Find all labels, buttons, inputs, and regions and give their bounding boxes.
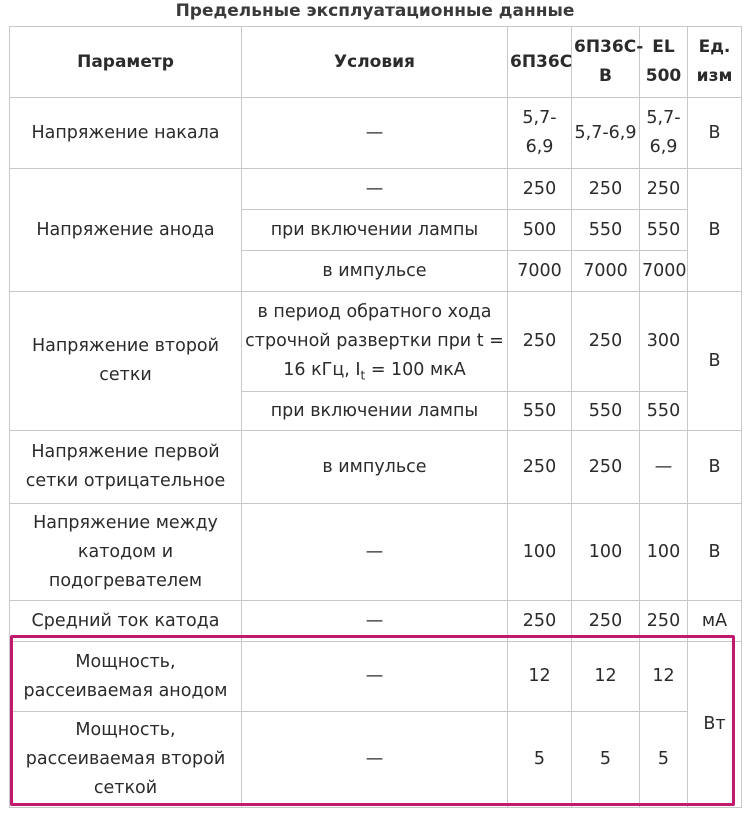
param-cell: Мощность, рассеиваемая второй сеткой bbox=[10, 712, 242, 808]
value-cell: 12 bbox=[572, 642, 640, 712]
cond-subscript: t bbox=[360, 368, 366, 383]
cond-cell: — bbox=[242, 98, 508, 169]
param-cell: Напряжение накала bbox=[10, 98, 242, 169]
value-cell: 7000 bbox=[572, 251, 640, 292]
value-cell: 5 bbox=[640, 712, 688, 808]
param-cell: Напряжение первой сетки отрицательное bbox=[10, 431, 242, 504]
value-cell: — bbox=[640, 431, 688, 504]
table-row bbox=[10, 504, 742, 601]
header-tube-3: EL 500 bbox=[640, 27, 688, 98]
value-cell: 250 bbox=[508, 292, 572, 392]
cond-cell: — bbox=[242, 504, 508, 601]
table-caption: Предельные эксплуатационные данные bbox=[175, 1, 575, 21]
table-row bbox=[10, 601, 742, 642]
value-cell: 250 bbox=[640, 169, 688, 210]
unit-cell: мА bbox=[688, 601, 742, 642]
cond-text: = 100 мкА bbox=[365, 360, 466, 380]
cond-cell: — bbox=[242, 712, 508, 808]
cond-cell: — bbox=[242, 642, 508, 712]
unit-cell: В bbox=[688, 504, 742, 601]
unit-cell: В bbox=[688, 98, 742, 169]
value-cell: 5,7-6,9 bbox=[572, 98, 640, 169]
table-row bbox=[10, 292, 742, 392]
value-cell: 12 bbox=[508, 642, 572, 712]
value-cell: 100 bbox=[572, 504, 640, 601]
param-cell: Напряжение второй сетки bbox=[10, 292, 242, 431]
cond-cell: в импульсе bbox=[242, 251, 508, 292]
value-cell: 300 bbox=[640, 292, 688, 392]
unit-cell: Вт bbox=[688, 642, 742, 808]
limits-table bbox=[9, 26, 742, 808]
value-cell: 550 bbox=[572, 392, 640, 431]
value-cell: 100 bbox=[640, 504, 688, 601]
unit-cell: В bbox=[688, 431, 742, 504]
unit-cell: В bbox=[688, 169, 742, 292]
param-cell: Напряжение анода bbox=[10, 169, 242, 292]
value-cell: 500 bbox=[508, 210, 572, 251]
header-conditions: Условия bbox=[242, 27, 508, 98]
value-cell: 5 bbox=[508, 712, 572, 808]
value-cell: 5,7-6,9 bbox=[640, 98, 688, 169]
value-cell: 250 bbox=[572, 169, 640, 210]
value-cell: 550 bbox=[640, 392, 688, 431]
value-cell: 5,7-6,9 bbox=[508, 98, 572, 169]
header-tube-1: 6П36С bbox=[508, 27, 572, 98]
cond-cell: — bbox=[242, 601, 508, 642]
param-cell: Мощность, рассеиваемая анодом bbox=[10, 642, 242, 712]
value-cell: 12 bbox=[640, 642, 688, 712]
cond-text: в период обратного хода строчной развертки при t = 16 кГц, I bbox=[245, 302, 504, 380]
value-cell: 100 bbox=[508, 504, 572, 601]
table-row bbox=[10, 98, 742, 169]
value-cell: 250 bbox=[640, 601, 688, 642]
cond-cell: при включении лампы bbox=[242, 392, 508, 431]
value-cell: 250 bbox=[572, 431, 640, 504]
value-cell: 550 bbox=[640, 210, 688, 251]
value-cell: 5 bbox=[572, 712, 640, 808]
param-cell: Напряжение между катодом и подогревателем bbox=[10, 504, 242, 601]
cond-cell: — bbox=[242, 169, 508, 210]
cond-cell bbox=[242, 292, 508, 392]
value-cell: 250 bbox=[508, 169, 572, 210]
table-row bbox=[10, 169, 742, 210]
table-row bbox=[10, 642, 742, 712]
table-row bbox=[10, 712, 742, 808]
header-tube-2: 6П36С-В bbox=[572, 27, 640, 98]
value-cell: 550 bbox=[508, 392, 572, 431]
header-param: Параметр bbox=[10, 27, 242, 98]
value-cell: 250 bbox=[508, 431, 572, 504]
table-row bbox=[10, 431, 742, 504]
header-row bbox=[10, 27, 742, 98]
header-unit: Ед. изм bbox=[688, 27, 742, 98]
unit-cell: В bbox=[688, 292, 742, 431]
value-cell: 250 bbox=[508, 601, 572, 642]
cond-cell: при включении лампы bbox=[242, 210, 508, 251]
value-cell: 250 bbox=[572, 601, 640, 642]
value-cell: 550 bbox=[572, 210, 640, 251]
cond-cell: в импульсе bbox=[242, 431, 508, 504]
value-cell: 7000 bbox=[508, 251, 572, 292]
value-cell: 250 bbox=[572, 292, 640, 392]
param-cell: Средний ток катода bbox=[10, 601, 242, 642]
value-cell: 7000 bbox=[640, 251, 688, 292]
